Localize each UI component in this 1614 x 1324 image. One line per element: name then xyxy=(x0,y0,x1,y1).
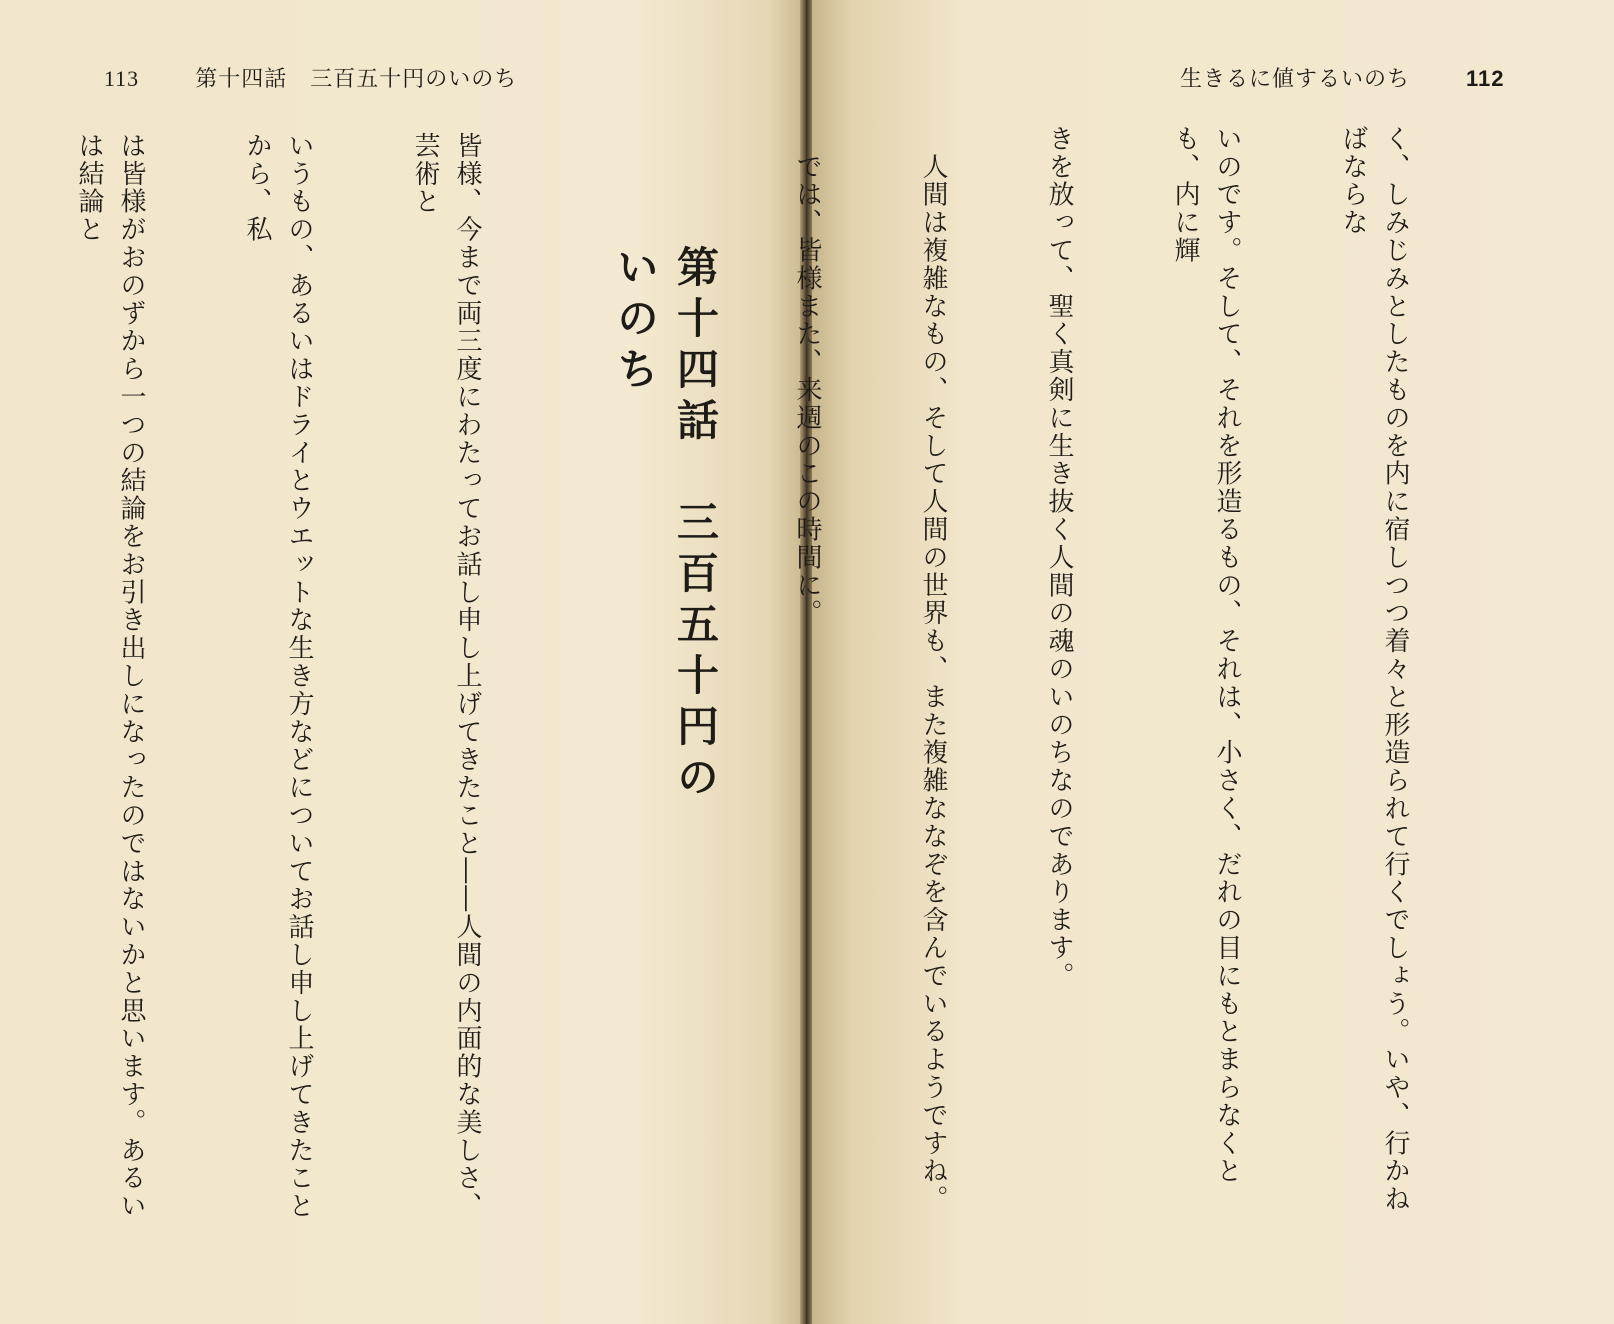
right-running-head: 生きるに値するいのち xyxy=(1180,67,1411,92)
right-body-text xyxy=(792,125,1500,1225)
left-line-2: いうもの、あるいはドライとウエットな生き方などについてお話し申し上げてきたことから、私 xyxy=(242,132,314,1221)
right-line-5: では、皆様また、来週のこの時間に。 xyxy=(792,125,822,628)
left-body-text xyxy=(74,132,572,1232)
right-line-3: きを放って、聖く真剣に生き抜く人間の魂のいのちなのであります。 xyxy=(1044,125,1074,990)
right-line-4: 人間は複雑なもの、そして人間の世界も、また複雑ななぞを含んでいるようですね。 xyxy=(918,125,948,1214)
chapter-title: 第十四話 三百五十円のいのち xyxy=(611,245,720,806)
left-page xyxy=(0,0,800,1324)
right-page-number: 112 xyxy=(1466,66,1505,91)
left-line-1: 皆様、今まで両三度にわたってお話し申し上げてきたこと――人間の内面的な美しさ、芸術と xyxy=(410,132,482,1221)
right-line-1: く、しみじみとしたものを内に宿しつつ着々と形造られて行くでしょう。いや、行かねばならな xyxy=(1338,125,1410,1214)
right-header xyxy=(1180,62,1505,93)
right-page xyxy=(792,0,1614,1324)
right-line-2: いのです。そして、それを形造るもの、それは、小さく、だれの目にもとまらなくとも、内に輝 xyxy=(1170,125,1242,1186)
left-header xyxy=(104,62,517,93)
left-running-head: 第十四話 三百五十円のいのち xyxy=(195,67,518,92)
left-line-3: は皆様がおのずから一つの結論をお引き出しになったのではないかと思います。あるいは結論と xyxy=(74,132,146,1221)
left-page-number: 113 xyxy=(104,66,140,91)
